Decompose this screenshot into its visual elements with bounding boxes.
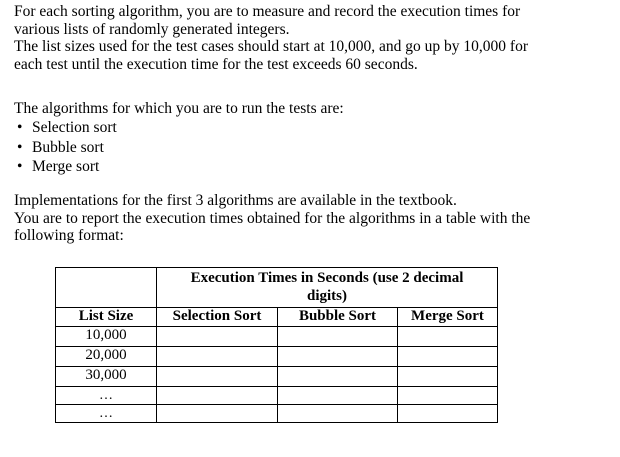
table-cell	[278, 405, 398, 423]
column-header-merge-sort: Merge Sort	[398, 308, 498, 327]
table-cell	[157, 405, 278, 423]
table-row	[56, 405, 498, 423]
notes-line-3: following format:	[14, 227, 124, 244]
table-cell	[278, 327, 398, 347]
table-cell	[278, 387, 398, 405]
intro-paragraph	[14, 3, 528, 73]
execution-times-table	[55, 267, 498, 423]
bullet-icon: •	[17, 119, 23, 136]
column-header-selection-sort: Selection Sort	[157, 308, 278, 327]
table-cell	[157, 387, 278, 405]
list-item	[14, 118, 117, 138]
table-column-header-row	[56, 308, 498, 327]
notes-line-2: You are to report the execution times obtained for the algorithms in a table with the	[14, 209, 531, 227]
table-cell	[157, 367, 278, 387]
table-row	[56, 327, 498, 347]
intro-line-1: For each sorting algorithm, you are to measure and record the execution times for	[14, 3, 521, 20]
algorithm-name: Selection sort	[32, 119, 117, 136]
list-size-cell: 10,000	[56, 327, 157, 347]
bullet-icon: •	[17, 158, 23, 175]
table-cell	[398, 387, 498, 405]
column-header-list-size: List Size	[56, 308, 157, 327]
group-header-line-2: digits)	[306, 288, 347, 304]
intro-line-2: various lists of randomly generated integers.	[14, 20, 290, 38]
table-row	[56, 347, 498, 367]
table-row	[56, 387, 498, 405]
column-header-bubble-sort: Bubble Sort	[278, 308, 398, 327]
list-item	[14, 157, 117, 177]
table-group-header-row	[56, 268, 498, 308]
ellipsis-cell: …	[56, 387, 157, 405]
algorithm-list	[14, 118, 117, 177]
ellipsis-cell: …	[56, 405, 157, 423]
intro-line-3: The list sizes used for the test cases should start at 10,000, and go up by 10,000 for	[14, 38, 528, 55]
table-cell	[398, 405, 498, 423]
algorithm-name: Bubble sort	[32, 138, 104, 156]
table-cell	[278, 367, 398, 387]
algorithms-heading: The algorithms for which you are to run the tests are:	[14, 100, 344, 117]
table-cell	[157, 327, 278, 347]
table-cell	[398, 347, 498, 367]
table-group-header	[157, 268, 498, 308]
bullet-icon: •	[17, 138, 23, 156]
table-cell	[398, 367, 498, 387]
table-cell	[157, 347, 278, 367]
list-size-cell: 20,000	[56, 347, 157, 367]
table-cell	[398, 327, 498, 347]
table-empty-corner-cell	[56, 268, 157, 308]
group-header-line-1: Execution Times in Seconds (use 2 decimal	[190, 270, 464, 286]
list-item	[14, 138, 117, 158]
algorithm-name: Merge sort	[32, 158, 100, 175]
list-size-cell: 30,000	[56, 367, 157, 387]
table-row	[56, 367, 498, 387]
table-cell	[278, 347, 398, 367]
notes-line-1: Implementations for the first 3 algorithms are available in the textbook.	[14, 192, 457, 209]
intro-line-4: each test until the execution time for the test exceeds 60 seconds.	[14, 55, 418, 73]
notes-paragraph	[14, 192, 530, 245]
